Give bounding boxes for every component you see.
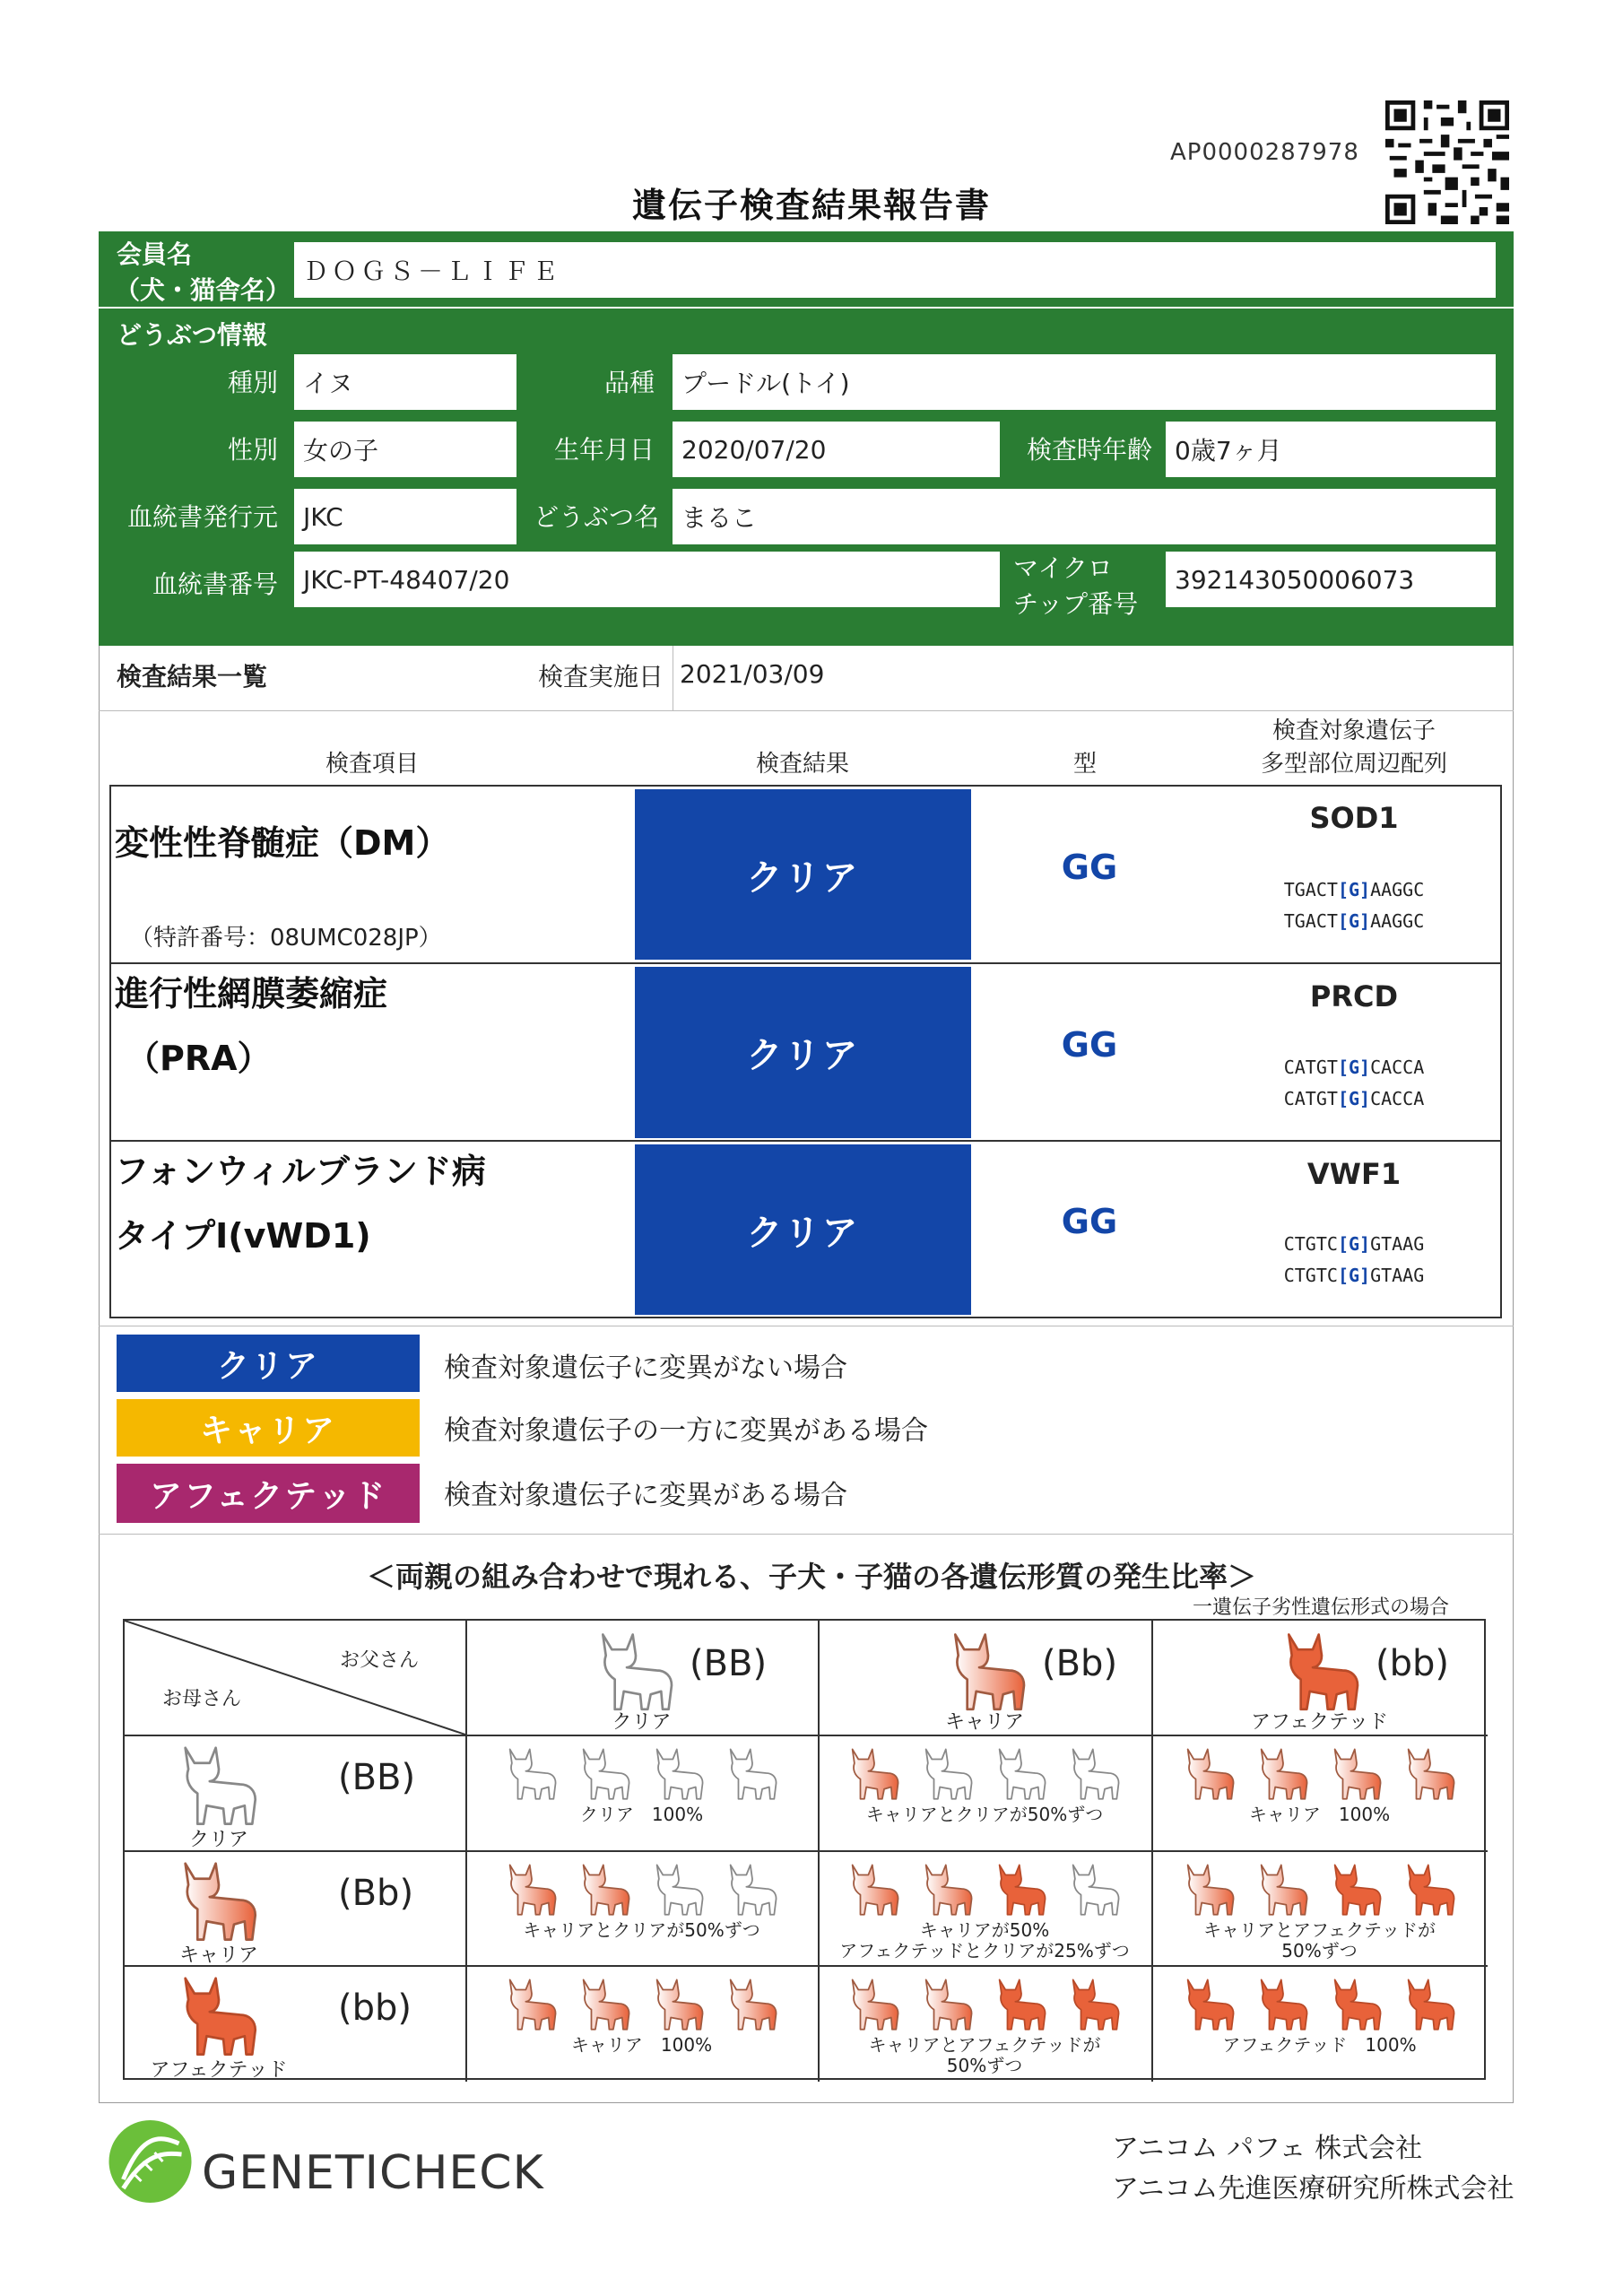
puppy-icon [501,1976,562,2035]
issuer-label: 血統書発行元 [126,502,278,532]
col-gene-header-sub: 多型部位周辺配列 [1260,751,1447,778]
puppy-icon [991,1861,1052,1920]
row-divider [109,1140,1502,1142]
ratio-label: キャリアとアフェクテッドが 50%ずつ [1203,1919,1436,1961]
divider [99,1534,1514,1535]
genotype: GG [1061,1202,1118,1241]
inheritance-title: ＜両親の組み合わせで現れる、子犬・子猫の各遺伝形質の発生比率＞ [366,1560,1256,1594]
puppy-icon [575,1976,636,2035]
offspring-icons [1151,1976,1488,2035]
breed-label: 品種 [603,368,655,397]
offspring-icons [818,1976,1151,2035]
geneticheck-logo-icon [103,2117,197,2206]
ratio-label: キャリアとアフェクテッドが 50%ずつ [868,2034,1101,2076]
mother-label: お母さん [162,1688,242,1710]
species-field: イヌ [294,354,516,410]
puppy-icon [917,1976,978,2035]
patent-number: （特許番号：08UMC028JP） [130,925,442,952]
sex-label: 性別 [227,435,278,465]
puppy-icon [1400,1976,1461,2035]
puppy-icon [1253,1745,1314,1805]
dog-icon [169,1857,268,1946]
sequence-line: CATGT[G]CACCA [1283,1088,1425,1109]
inheritance-grid [123,1619,1486,2080]
puppy-icon [1064,1861,1125,1920]
inheritance-note: 一遺伝子劣性遺伝形式の場合 [1193,1596,1450,1619]
grid-divider [125,1735,1488,1736]
puppy-icon [917,1745,978,1805]
puppy-icon [991,1745,1052,1805]
puppy-icon [844,1745,905,1805]
offspring-icons [465,1745,818,1805]
puppy-icon [501,1745,562,1805]
dog-icon [169,1742,268,1831]
phenotype-label: キャリア [178,1944,258,1967]
offspring-icons [1151,1745,1488,1805]
dog-icon [591,1628,681,1717]
gene-name: SOD1 [1309,801,1399,835]
gene-name: PRCD [1309,979,1399,1013]
sex-field: 女の子 [294,422,516,477]
age-field: 0歳7ヶ月 [1166,422,1496,477]
ratio-label: キャリア 100% [570,2034,713,2056]
issuer-field: JKC [294,489,516,544]
offspring-icons [465,1976,818,2035]
puppy-icon [722,1861,783,1920]
row-divider [109,962,1502,964]
test-date-label: 検査実施日 [538,662,664,691]
pedigree-label: 血統書番号 [152,570,278,599]
animal-name-label: どうぶつ名 [533,502,659,532]
test-item-name-sub: （PRA） [126,1039,272,1078]
legend-clear-text: 検査対象遺伝子に変異がない場合 [444,1352,847,1384]
birth-field: 2020/07/20 [673,422,1000,477]
sequence-line: TGACT[G]AAGGC [1283,910,1425,932]
chip-field: 392143050006073 [1166,552,1496,607]
puppy-icon [722,1976,783,2035]
company-name: アニコム先進医療研究所株式会社 [1112,2173,1515,2205]
member-label-sub: （犬・猫舎名） [115,275,291,305]
dog-icon [169,1972,268,2061]
grid-divider [125,1850,1488,1852]
ratio-label: キャリアが50% アフェクテッドとクリアが25%ずつ [839,1919,1130,1961]
puppy-icon [648,1976,709,2035]
genotype-label: (Bb) [1042,1643,1118,1684]
puppy-icon [1400,1745,1461,1805]
puppy-icon [1064,1745,1125,1805]
legend-clear-badge: クリア [117,1335,420,1392]
document-title: 遺伝子検査結果報告書 [631,186,991,225]
test-item-name: フォンウィルブランド病 [115,1152,486,1191]
breed-field: プードル(トイ) [673,354,1496,410]
ratio-label: キャリアとクリアが50%ずつ [865,1804,1104,1825]
col-result-header: 検査結果 [755,751,849,778]
phenotype-label: クリア [188,1829,248,1851]
col-item-header: 検査項目 [325,751,419,778]
legend-affected-badge: アフェクテッド [117,1464,420,1523]
puppy-icon [575,1861,636,1920]
phenotype-label: キャリア [944,1711,1024,1734]
test-item-name: 変性性脊髄症（DM） [115,823,450,863]
col-type-header: 型 [1072,751,1097,778]
genotype-label: (BB) [690,1643,768,1684]
puppy-icon [991,1976,1052,2035]
puppy-icon [1179,1745,1240,1805]
legend-carrier-badge: キャリア [117,1399,420,1457]
test-date-value: 2021/03/09 [680,659,825,689]
genotype-label: (bb) [1376,1643,1449,1684]
dog-icon [1277,1628,1367,1717]
puppy-icon [1179,1861,1240,1920]
offspring-icons [465,1861,818,1920]
puppy-icon [844,1976,905,2035]
divider [99,710,1514,711]
legend-carrier-text: 検査対象遺伝子の一方に変異がある場合 [444,1415,928,1447]
legend-affected-text: 検査対象遺伝子に変異がある場合 [444,1480,847,1511]
diagonal-line [125,1621,465,1735]
member-name-field: ＤＯＧＳ－ＬＩＦＥ [294,242,1496,298]
puppy-icon [1326,1976,1387,2035]
chip-label: マイクロ [1013,553,1113,583]
species-label: 種別 [227,368,278,397]
puppy-icon [575,1745,636,1805]
pedigree-field: JKC-PT-48407/20 [294,552,1000,607]
animal-info-label: どうぶつ情報 [117,320,268,350]
puppy-icon [917,1861,978,1920]
divider [99,307,1514,309]
ratio-label: アフェクテッド 100% [1222,2034,1417,2056]
dog-icon [943,1628,1033,1717]
document-id: AP0000287978 [1170,139,1359,166]
sequence-line: CTGTC[G]GTAAG [1283,1265,1425,1286]
genotype-label: (bb) [338,1987,412,2029]
genotype: GG [1061,848,1118,887]
genotype: GG [1061,1025,1118,1065]
puppy-icon [1326,1745,1387,1805]
results-section-label: 検査結果一覧 [117,662,268,691]
gene-name: VWF1 [1306,1157,1402,1191]
puppy-icon [1253,1976,1314,2035]
offspring-icons [818,1861,1151,1920]
test-item-name: 進行性網膜萎縮症 [115,974,388,1013]
sequence-line: TGACT[G]AAGGC [1283,879,1425,900]
result-badge: クリア [635,967,971,1138]
grid-divider [125,1965,1488,1967]
age-label: 検査時年齢 [1026,435,1152,465]
ratio-label: クリア 100% [579,1804,704,1825]
phenotype-label: クリア [612,1711,672,1734]
father-label: お父さん [340,1649,420,1672]
offspring-icons [818,1745,1151,1805]
genotype-label: (Bb) [338,1873,414,1914]
puppy-icon [722,1745,783,1805]
sequence-line: CTGTC[G]GTAAG [1283,1233,1425,1255]
test-item-name-sub: タイプⅠ(vWD1) [115,1216,371,1256]
ratio-label: キャリア 100% [1248,1804,1391,1825]
result-badge: クリア [635,1144,971,1315]
genotype-label: (BB) [338,1757,416,1798]
sequence-line: CATGT[G]CACCA [1283,1057,1425,1078]
puppy-icon [648,1861,709,1920]
member-label: 会員名 [117,239,193,269]
puppy-icon [648,1745,709,1805]
puppy-icon [1326,1861,1387,1920]
puppy-icon [1253,1861,1314,1920]
puppy-icon [1400,1861,1461,1920]
ratio-label: キャリアとクリアが50%ずつ [523,1919,760,1941]
result-badge: クリア [635,789,971,960]
birth-label: 生年月日 [553,435,655,465]
offspring-icons [1151,1861,1488,1920]
puppy-icon [1179,1976,1240,2035]
puppy-icon [1064,1976,1125,2035]
geneticheck-logo-text: GENETICHECK [202,2146,544,2200]
col-gene-header: 検査対象遺伝子 [1271,718,1436,744]
puppy-icon [844,1861,905,1920]
puppy-icon [501,1861,562,1920]
animal-name-field: まるこ [673,489,1496,544]
company-name: アニコム パフェ 株式会社 [1112,2133,1423,2164]
phenotype-label: アフェクテッド [1251,1711,1388,1734]
phenotype-label: アフェクテッド [150,2059,288,2082]
chip-label-sub: チップ番号 [1013,589,1139,619]
